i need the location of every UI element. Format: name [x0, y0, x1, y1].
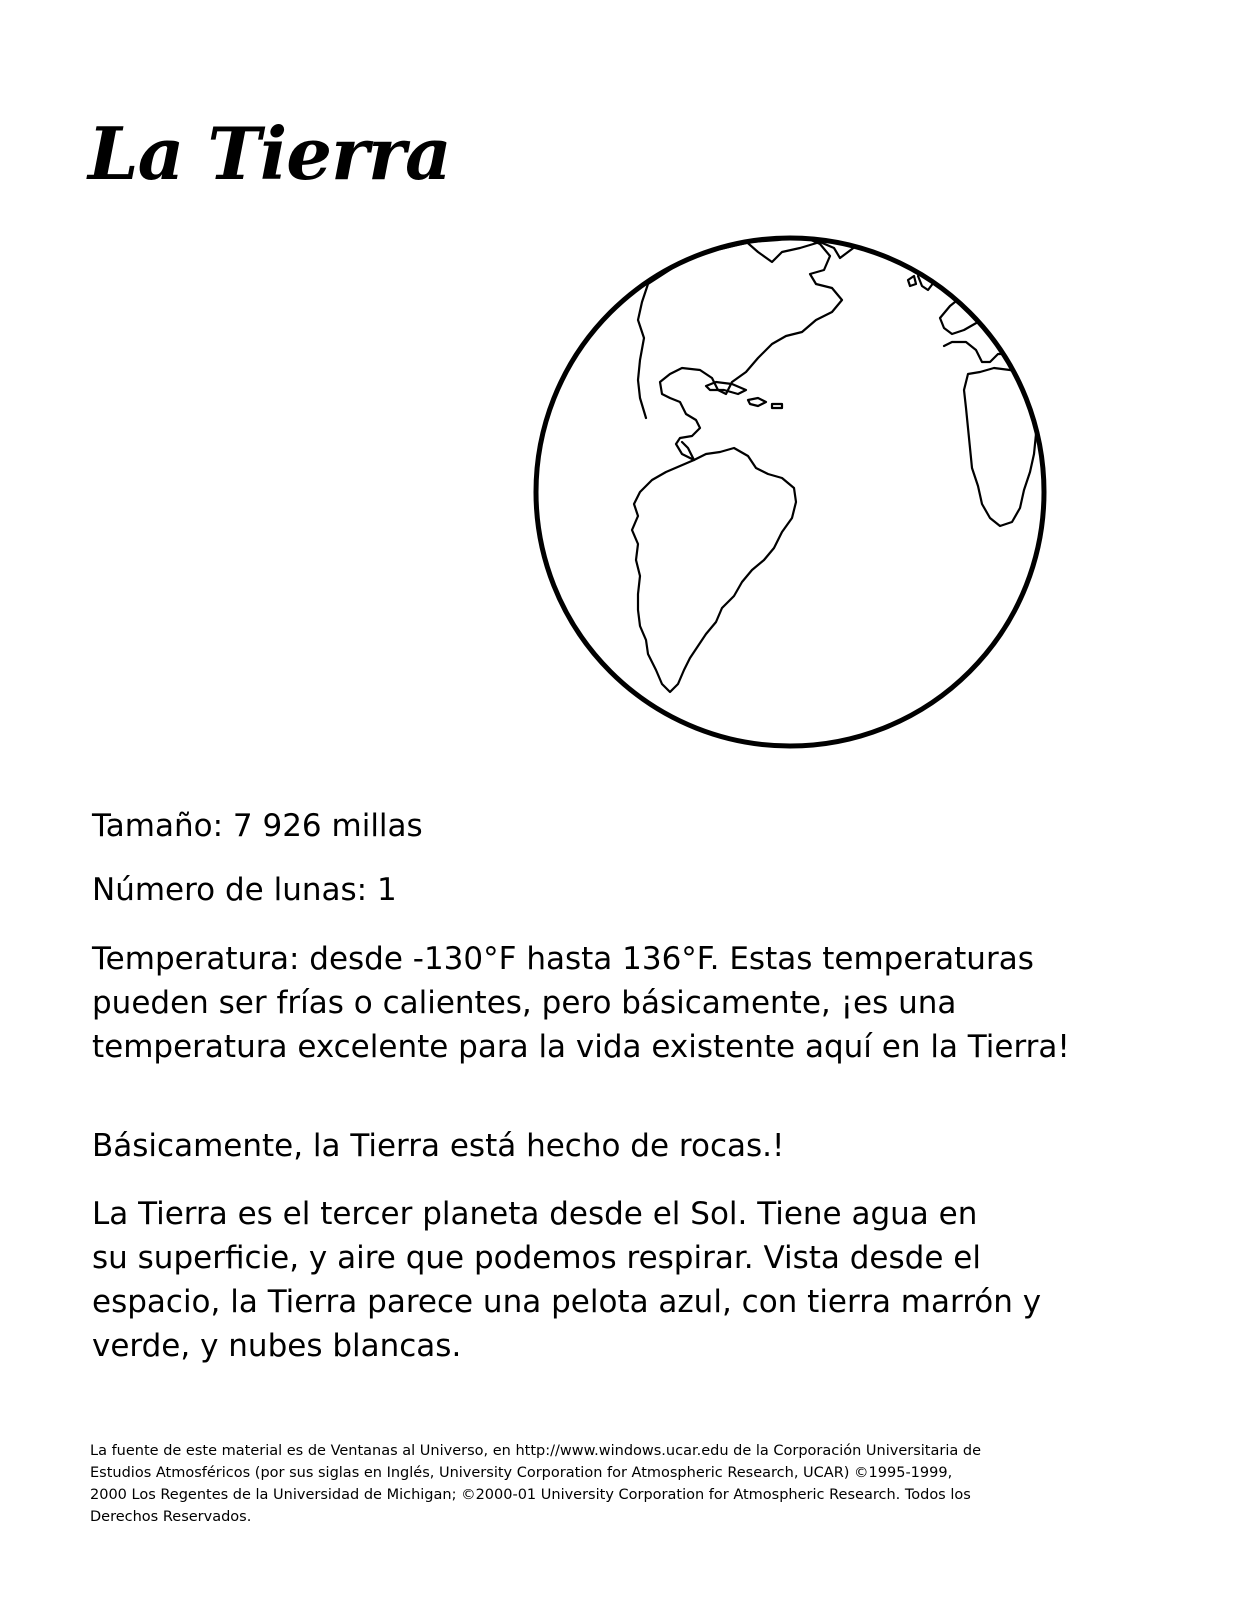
- credit-line: 2000 Los Regentes de la Universidad de Michigan; ©2000-01 University Corporation for Atmospheric Research. Todos los: [90, 1487, 971, 1503]
- credit-line: Derechos Reservados.: [90, 1509, 252, 1525]
- moons-fact: Número de lunas: 1: [92, 872, 397, 908]
- description-paragraph: [92, 1192, 1152, 1368]
- description-line: su superficie, y aire que podemos respirar. Vista desde el: [92, 1240, 981, 1276]
- size-fact: Tamaño: 7 926 millas: [92, 808, 423, 844]
- earth-globe-icon: [520, 222, 1060, 762]
- temperature-line: pueden ser frías o calientes, pero básicamente, ¡es una: [92, 985, 957, 1021]
- globe-outline: [536, 238, 1044, 746]
- description-line: espacio, la Tierra parece una pelota azul, con tierra marrón y: [92, 1284, 1042, 1320]
- temperature-line: temperatura excelente para la vida existente aquí en la Tierra!: [92, 1029, 1070, 1065]
- credit-line: Estudios Atmosféricos (por sus siglas en Inglés, University Corporation for Atmospheric Research, UCAR) ©1995-1999,: [90, 1465, 953, 1481]
- composition-fact: Básicamente, la Tierra está hecho de rocas.!: [92, 1128, 785, 1164]
- source-credit: [90, 1440, 1120, 1528]
- temperature-fact: [92, 937, 1152, 1069]
- credit-line: La fuente de este material es de Ventanas al Universo, en http://www.windows.ucar.edu de la Corporación Universitaria de: [90, 1443, 981, 1459]
- description-line: La Tierra es el tercer planeta desde el Sol. Tiene agua en: [92, 1196, 978, 1232]
- description-line: verde, y nubes blancas.: [92, 1328, 462, 1364]
- page-title: La Tierra: [88, 111, 451, 196]
- temperature-line: Temperatura: desde -130°F hasta 136°F. Estas temperaturas: [92, 941, 1034, 977]
